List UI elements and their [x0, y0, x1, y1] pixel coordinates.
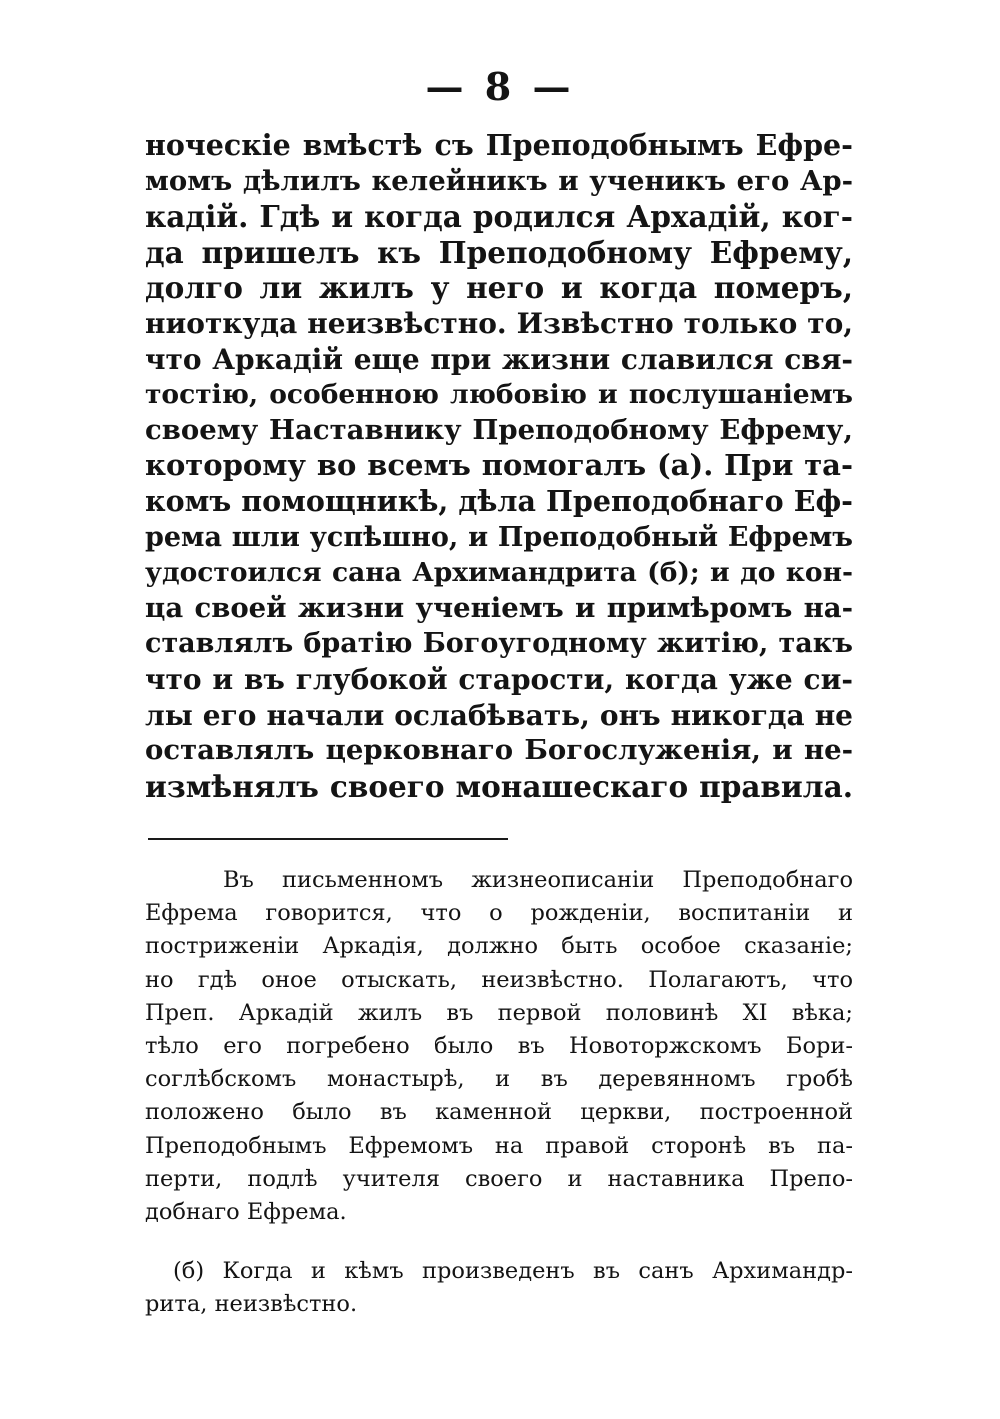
- footnote-line: постриженіи Аркадія, должно быть особое сказаніе;: [145, 933, 853, 960]
- footnote-a: [145, 864, 853, 1229]
- main-text-line: долго ли жилъ у него и когда померъ,: [145, 270, 853, 306]
- footnotes-block: [145, 864, 853, 1321]
- page-number: — 8 —: [425, 64, 575, 109]
- footnote-line: но гдѣ оное отыскать, неизвѣстно. Полагаютъ, что: [145, 966, 853, 993]
- footnote-line: перти, подлѣ учителя своего и наставника Препо-: [145, 1165, 853, 1192]
- main-text-line: удостоился сана Архимандрита (б); и до кон-: [145, 557, 853, 589]
- main-text-line: которому во всемъ помогалъ (а). При та-: [145, 448, 853, 483]
- footnote-line: тѣло его погребено было въ Новоторжскомъ Бори-: [145, 1032, 853, 1059]
- main-text-line: момъ дѣлилъ келейникъ и ученикъ его Ар-: [145, 164, 853, 197]
- footnote-line: Въ письменномъ жизнеописаніи Преподобнаго: [223, 867, 853, 893]
- main-text-line: что Аркадій еще при жизни славился свя-: [145, 342, 853, 376]
- footnote-line: рита, неизвѣстно.: [145, 1291, 358, 1318]
- footnote-line: Преп. Аркадій жилъ въ первой половинѣ XI вѣка;: [145, 999, 853, 1026]
- footnote-line: Преподобнымъ Ефремомъ на правой сторонѣ въ па-: [145, 1132, 853, 1159]
- main-text-line: тостію, особенною любовію и послушаніемъ: [145, 379, 853, 411]
- footnote-b: [145, 1255, 853, 1321]
- footnote-line: (б) Когда и кѣмъ произведенъ въ санъ Архимандр-: [173, 1258, 853, 1285]
- footnote-divider: [148, 838, 508, 840]
- footnote-line: положено было въ каменной церкви, построенной: [145, 1099, 853, 1126]
- main-text-line: ниоткуда неизвѣстно. Извѣстно только то,: [145, 306, 853, 340]
- footnote-line: соглѣбскомъ монастырѣ, и въ деревянномъ гробѣ: [145, 1066, 853, 1093]
- main-text-line: лы его начали ослабѣвать, онъ никогда не: [145, 698, 853, 732]
- footnote-line: Ефрема говорится, что о рожденіи, воспитаніи и: [145, 900, 853, 927]
- main-text-line: измѣнялъ своего монашескаго правила.: [145, 768, 853, 804]
- main-text-line: что и въ глубокой старости, когда уже си-: [145, 662, 853, 696]
- main-text-line: рема шли успѣшно, и Преподобный Ефремъ: [145, 521, 853, 553]
- main-text-line: да пришелъ къ Преподобному Ефрему,: [145, 234, 853, 270]
- main-text-line: комъ помощникѣ, дѣла Преподобнаго Еф-: [145, 483, 853, 518]
- main-text-line: кадій. Гдѣ и когда родился Архадій, ког-: [145, 199, 853, 235]
- main-text-line: ночеcкie вмѣстѣ съ Преподобнымъ Ефре-: [145, 128, 853, 162]
- main-text-line: ца своей жизни ученіемъ и примѣромъ на-: [145, 591, 853, 624]
- main-text-block: [145, 128, 853, 804]
- main-text-line: ставлялъ братію Богоугодному житію, такъ: [145, 628, 853, 660]
- main-text-line: своему Наставнику Преподобному Ефрему,: [145, 413, 853, 446]
- main-text-line: оставлялъ церковнаго Богослуженія, и не-: [145, 734, 853, 767]
- footnote-line: добнаго Ефрема.: [145, 1198, 347, 1225]
